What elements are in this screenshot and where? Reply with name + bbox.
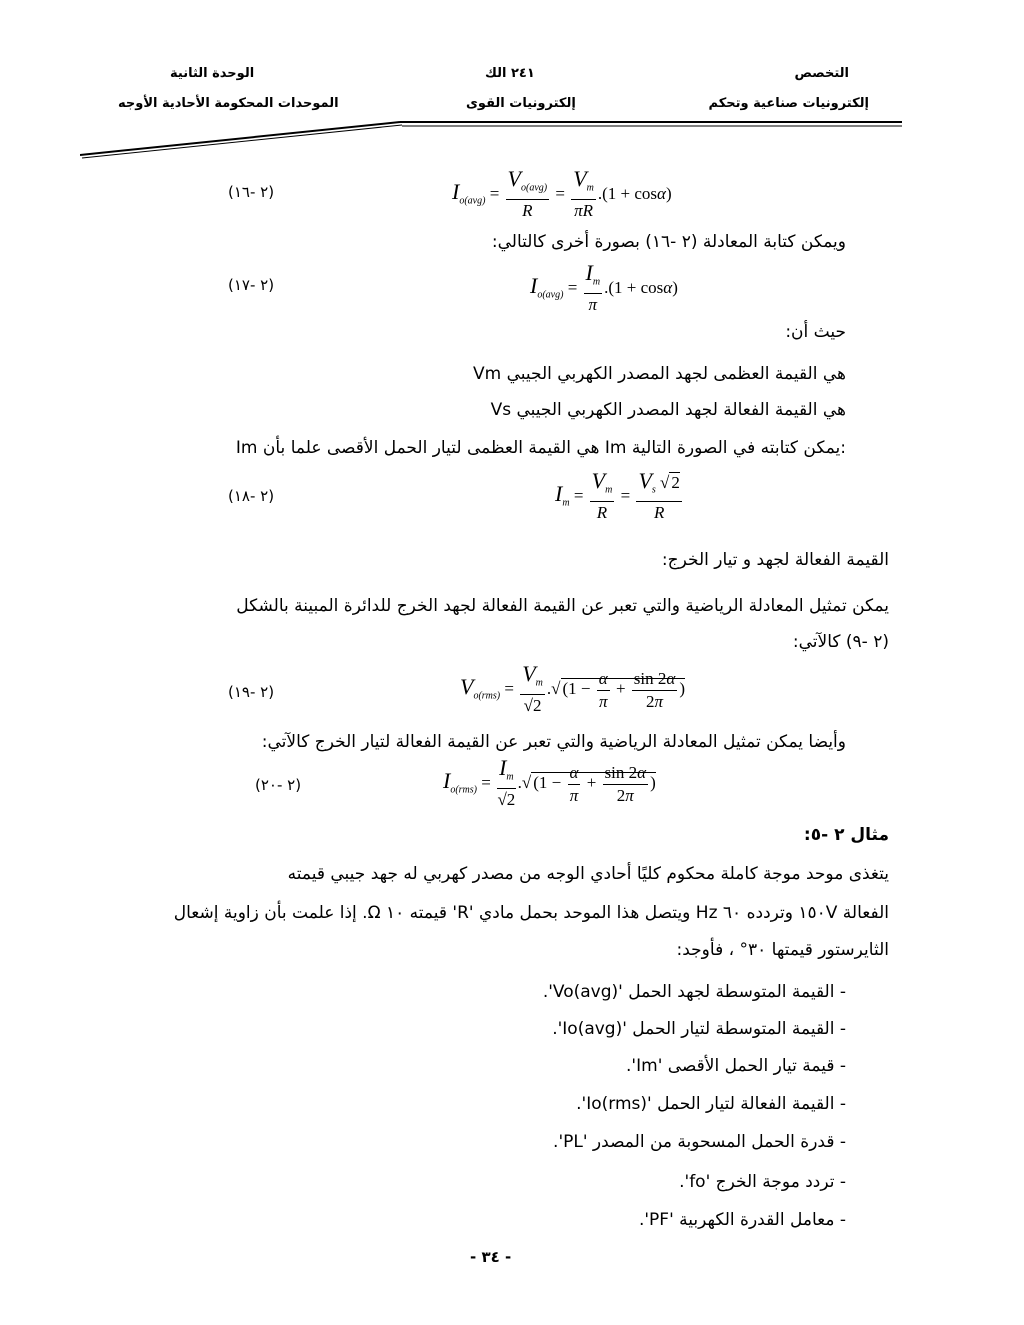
text-line: ويمكن كتابة المعادلة (٢ -١٦) بصورة أخرى كالتالي: <box>491 232 846 252</box>
header-course-name: إلكترونيات القوى <box>466 96 576 111</box>
equation-19: $V_{o(rms)}$ = $\frac{V_m}{√2}$ .√ (1 − $\frac{\alpha}{\pi}$ + $\frac{\sin 2\alpha}{2\pi}$ ) <box>460 661 685 716</box>
example-item: - تردد موجة الخرج 'fo'. <box>679 1172 846 1192</box>
example-item: - القيمة الفعالة لتيار الحمل 'Io(rms)'. <box>576 1094 846 1114</box>
equation-number: (٢ -١٩) <box>228 683 275 701</box>
example-item: - قدرة الحمل المسحوبة من المصدر 'PL'. <box>553 1132 846 1152</box>
header-unit-label: الوحدة الثانية <box>170 66 255 81</box>
example-paragraph-line-3: الثايرستور قيمتها ٣٠° ، فأوجد: <box>676 940 889 960</box>
header-divider <box>80 118 902 166</box>
header-unit-title: الموحدات المحكومة الأحادية الأوجه <box>118 96 339 111</box>
equation-16: $I_{o(avg)}$ = $\frac{V_{o(avg)}}{R}$ = $\frac{V_m}{\pi R}$ .(1 + cosα) <box>452 166 672 221</box>
header-course-code: ٢٤١ الك <box>485 66 535 81</box>
rms-heading: القيمة الفعالة لجهد و تيار الخرج: <box>661 550 889 570</box>
definition-im: Im هي القيمة العظمى لتيار الحمل الأقصى علما بأن Im يمكن كتابته في الصورة التالية: <box>235 438 846 458</box>
example-item: - معامل القدرة الكهربية 'PF'. <box>638 1210 846 1230</box>
example-item: - القيمة المتوسطة لتيار الحمل 'Io(avg)'. <box>552 1019 846 1039</box>
rms-paragraph-line-1: يمكن تمثيل المعادلة الرياضية والتي تعبر عن القيمة الفعالة لجهد الخرج للدائرة المبينة بالشكل <box>236 596 889 616</box>
example-paragraph-line-2: الفعالة ١٥٠V وتردده ٦٠ Hz ويتصل هذا الموحد بحمل مادي 'R' قيمته ١٠ Ω. إذا علمت بأن زاوية إشعال <box>173 903 889 923</box>
header-specialty-value: إلكترونيات صناعية وتحكم <box>708 96 869 111</box>
equation-18: $I_m$ = $\frac{V_m}{R}$ = $\frac{V_s √ 2}{R}$ <box>555 468 680 523</box>
example-item: - القيمة المتوسطة لجهد الحمل 'Vo(avg)'. <box>542 982 846 1002</box>
text-where: حيث أن: <box>785 322 846 342</box>
equation-20: $I_{o(rms)}$ = $\frac{I_m}{√2}$ .√ (1 − $\frac{\alpha}{\pi}$ + $\frac{\sin 2\alpha}{2\pi}$ ) <box>443 755 656 810</box>
header-specialty-label: التخصص <box>794 66 849 81</box>
rms-paragraph-line-2: (٢ -٩) كالآتي: <box>792 632 889 652</box>
page-number: - ٣٤ - <box>470 1248 512 1266</box>
definition-vm: Vm هي القيمة العظمى لجهد المصدر الكهربي الجيبي <box>472 364 846 384</box>
equation-number: (٢ -١٧) <box>228 276 275 294</box>
current-line: وأيضا يمكن تمثيل المعادلة الرياضية والتي تعبر عن القيمة الفعالة لتيار الخرج كالآتي: <box>261 732 846 752</box>
equation-number: (٢ -١٨) <box>228 487 275 505</box>
equation-number: (٢ -٢٠) <box>255 776 302 794</box>
definition-vs: Vs هي القيمة الفعالة لجهد المصدر الكهربي الجيبي <box>490 400 846 420</box>
example-item: - قيمة تيار الحمل الأقصى 'Im'. <box>626 1056 846 1076</box>
example-paragraph-line-1: يتغذى موحد موجة كاملة محكوم كليًا أحادي الوجه من مصدر كهربي له جهد جيبي قيمته <box>287 864 889 884</box>
equation-number: (٢ -١٦) <box>228 183 275 201</box>
equation-17: $I_{o(avg)}$ = $\frac{I_m}{\pi}$ .(1 + cosα) <box>530 260 678 315</box>
example-title: مثال ٢ -٥: <box>803 825 889 845</box>
